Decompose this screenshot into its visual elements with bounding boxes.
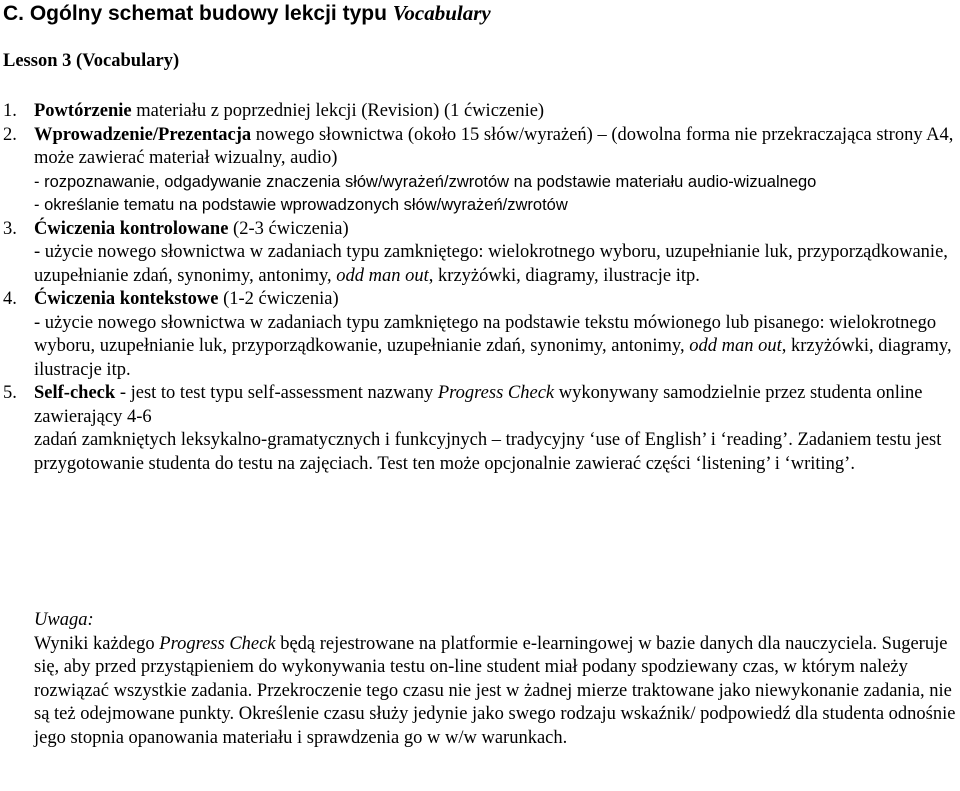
- item-text: (1-2 ćwiczenia): [218, 289, 339, 309]
- list-item: [3, 124, 958, 218]
- item-number: 4.: [3, 289, 17, 309]
- note-label: Uwaga:: [34, 610, 94, 630]
- list-item: 5. Self-check - jest to test typu self-assessment nazwany Progress Check wykonywany samodzielnie przez studenta online zawierający 4-6 zadań zamkniętych leksykalno-gramatycznych i funkcyjnych – tradycyjny ‘use of English’ i ‘reading’. Zadaniem testu jest przygotowanie studenta do testu na zajęciach. Test ten może opcjonalnie zawierać części ‘listening’ i ‘writing’.: [3, 382, 958, 476]
- item-title: Ćwiczenia kontrolowane: [34, 218, 229, 239]
- list-item: [3, 218, 958, 289]
- item-text: (2-3 ćwiczenia): [228, 218, 349, 239]
- item-text: nowego słownictwa (około 15 słów/wyrażeń) – (dowolna forma nie przekraczająca strony A4, może zawierać materiał wizualny, audio): [34, 124, 954, 168]
- heading-prefix: C. Ogólny schemat budowy lekcji typu: [3, 2, 393, 25]
- item-title: Ćwiczenia kontekstowe: [34, 289, 219, 309]
- item-title: Powtórzenie: [34, 101, 132, 121]
- item-subpoint: - rozpoznawanie, odgadywanie znaczenia słów/wyrażeń/zwrotów na podstawie materiału audio-wizualnego: [34, 172, 817, 191]
- list-item: [3, 288, 958, 382]
- item-number: 2.: [3, 124, 17, 145]
- heading-emphasis: Vocabulary: [392, 1, 491, 25]
- item-number: 1.: [3, 101, 17, 121]
- note-block: [34, 609, 958, 750]
- item-number: 5.: [3, 383, 17, 403]
- list-item: [3, 100, 958, 124]
- item-subpoint: - użycie nowego słownictwa w zadaniach typu zamkniętego: wielokrotnego wyboru, uzupełnianie luk, przyporządkowanie, uzupełnianie zdań, synonimy, antonimy, odd man out, krzyżówki, diagramy, ilustracje itp.: [34, 242, 948, 286]
- note-text: Wyniki każdego Progress Check będą rejestrowane na platformie e-learningowej w bazie danych dla nauczyciela. Sugeruje się, aby przed przystąpieniem do wykonywania testu on-line student miał podany spodziewany czas, w którym należy rozwiązać wszystkie zadania. Przekroczenie tego czasu nie jest w żadnej mierze traktowane jako niewykonanie zadania, nie są też odejmowane punkty. Określenie czasu służy jedynie jako swego rodzaju wskaźnik/ podpowiedź dla studenta odnośnie jego stopnia opanowania materiału i sprawdzenia go w w/w warunkach.: [34, 633, 956, 748]
- item-title: Self-check: [34, 383, 116, 403]
- item-number: 3.: [3, 218, 17, 239]
- item-subpoint: zadań zamkniętych leksykalno-gramatycznych i funkcyjnych – tradycyjny ‘use of English’ i ‘reading’. Zadaniem testu jest przygotowanie studenta do testu na zajęciach. Test ten może opcjonalnie zawierać części ‘listening’ i ‘writing’.: [34, 430, 942, 474]
- item-text: materiału z poprzedniej lekcji (Revision) (1 ćwiczenie): [131, 101, 545, 121]
- item-subpoint: - określanie tematu na podstawie wprowadzonych słów/wyrażeń/zwrotów: [34, 196, 568, 214]
- section-heading: [3, 0, 491, 27]
- item-title: Wprowadzenie/Prezentacja: [34, 124, 252, 145]
- lesson-steps-list: [3, 100, 958, 476]
- lesson-title: Lesson 3 (Vocabulary): [3, 51, 180, 71]
- item-subpoint: - użycie nowego słownictwa w zadaniach typu zamkniętego na podstawie tekstu mówionego lub pisanego: wielokrotnego wyboru, uzupełnianie luk, przyporządkowanie, uzupełnianie zdań, synonimy, antonimy, odd man out, krzyżówki, diagramy, ilustracje itp.: [34, 312, 952, 380]
